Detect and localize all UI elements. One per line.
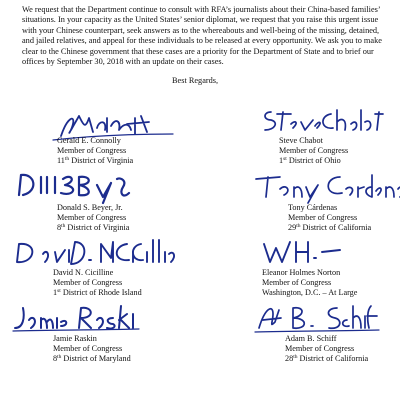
handwritten-signature	[11, 169, 161, 205]
signer-name: Jamie Raskin	[53, 334, 97, 343]
signer-name: Eleanor Holmes Norton	[262, 268, 341, 277]
signer-name: Donald S. Beyer, Jr.	[57, 203, 123, 212]
handwritten-signature	[252, 169, 400, 203]
signer-title: Member of Congress	[279, 145, 349, 155]
handwritten-signature	[258, 234, 348, 268]
signature-block-cardenas	[288, 203, 400, 232]
handwritten-signature	[9, 234, 179, 268]
handwritten-signature	[253, 300, 381, 336]
handwritten-signature	[257, 104, 397, 136]
signer-title: Member of Congress	[57, 212, 127, 222]
signer-name: David N. Cicilline	[53, 268, 114, 277]
closing-salutation: Best Regards,	[172, 76, 219, 85]
signer-district: 1st District of Ohio	[279, 155, 341, 165]
signer-name: Adam B. Schiff	[285, 334, 337, 343]
signature-block-cicilline	[53, 268, 223, 297]
signer-title: Member of Congress	[288, 212, 358, 222]
signer-district: 1st District of Rhode Island	[53, 287, 142, 297]
signer-title: Member of Congress	[53, 343, 123, 353]
signer-name: Steve Chabot	[279, 136, 323, 145]
signature-block-chabot	[279, 136, 400, 165]
signer-name: Gerald E. Connolly	[57, 136, 121, 145]
signer-district: 8th District of Maryland	[53, 353, 131, 363]
signer-title: Member of Congress	[57, 145, 127, 155]
signer-title: Member of Congress	[285, 343, 355, 353]
signer-name: Tony Cárdenas	[288, 203, 338, 212]
signature-block-raskin	[53, 334, 223, 363]
signer-district: 11th District of Virginia	[57, 155, 134, 165]
signature-block-norton	[262, 268, 400, 297]
signer-district: Washington, D.C. – At Large	[262, 287, 358, 297]
signer-district: 28th District of California	[285, 353, 369, 363]
signature-block-schiff	[285, 334, 400, 363]
signature-block-connolly	[57, 136, 227, 165]
letter-body-paragraph: We request that the Department continue to consult with RFA’s journalists about their China-based families’ situations. In your capacity as the United States’ senior diplomat, we request that you raise this urgent issue with your Chinese counterpart, seek answers as to the whereabouts and well-being of the missing, detained, and jailed relatives, and appeal for these individuals to be released at every opportunity. We ask you to make clear to the Chinese government that these cases are a priority for the Department of State and to brief our offices by September 30, 2018 with an update on their cases.	[22, 5, 382, 67]
signer-district: 29th District of California	[288, 222, 372, 232]
signer-title: Member of Congress	[262, 277, 332, 287]
signer-title: Member of Congress	[53, 277, 123, 287]
signer-district: 8th District of Virginia	[57, 222, 130, 232]
signature-block-beyer	[57, 203, 227, 232]
handwritten-signature	[9, 300, 149, 334]
